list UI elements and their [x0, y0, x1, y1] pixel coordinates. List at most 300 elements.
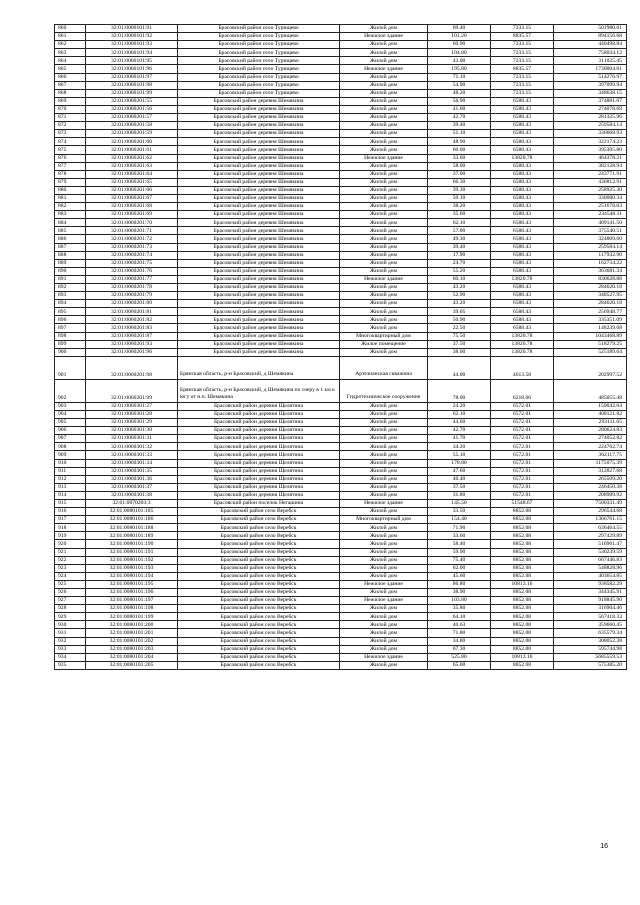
row-number-cell: 932 [55, 637, 86, 645]
address-cell: Брасовский район деревня Щелятина [178, 427, 340, 435]
row-number-cell: 926 [55, 589, 86, 597]
table-row [55, 451, 627, 459]
row-number-cell: 920 [55, 540, 86, 548]
cadastral-value-cell: 575385.20 [554, 661, 627, 669]
specific-value-cell: 6588.43 [491, 146, 554, 154]
table-row [55, 613, 627, 621]
object-type-cell: Жилой дом [340, 410, 428, 418]
address-cell: Брасовский район деревня Шемякина [178, 219, 340, 227]
cadastral-number-cell: 32:01:0060201:71 [86, 227, 178, 235]
cadastral-value-cell: 243771.91 [554, 170, 627, 178]
object-type-cell: Жилой дом [340, 532, 428, 540]
object-type-cell: Жилой дом [340, 41, 428, 49]
cadastral-value-cell: 162734.22 [554, 259, 627, 267]
area-cell: 22.50 [428, 324, 491, 332]
address-cell: Брасовский район деревня Шемякина [178, 235, 340, 243]
area-cell: 66.30 [428, 178, 491, 186]
table-row [55, 162, 627, 170]
object-type-cell: Жилой дом [340, 178, 428, 186]
specific-value-cell: 10813.16 [491, 580, 554, 588]
area-cell: 39.05 [428, 308, 491, 316]
cadastral-number-cell: 32:01:0060101:98 [86, 81, 178, 89]
address-cell: Брасовский район село Турищево [178, 25, 340, 33]
object-type-cell: Жилой дом [340, 267, 428, 275]
address-cell: Брасовский район село Веребск [178, 661, 340, 669]
address-cell: Брасовский район село Турищево [178, 57, 340, 65]
specific-value-cell: 13820.78 [491, 154, 554, 162]
cadastral-value-cell: 359660.45 [554, 621, 627, 629]
address-cell: Брасовский район село Турищево [178, 89, 340, 97]
specific-value-cell: 4613.58 [491, 356, 554, 379]
cadastral-number-cell: 32:01:0060201:64 [86, 170, 178, 178]
table-row [55, 379, 627, 402]
cadastral-value-cell: 202997.52 [554, 356, 627, 379]
table-row [55, 532, 627, 540]
row-number-cell: 934 [55, 653, 86, 661]
cadastral-value-cell: 311025.45 [554, 57, 627, 65]
cadastral-number-cell: 32:01:0060201:72 [86, 235, 178, 243]
cadastral-number-cell: 32:01:0060201:93 [86, 340, 178, 348]
object-type-cell: Жилой дом [340, 97, 428, 105]
address-cell: Брасовский район деревня Шемякина [178, 324, 340, 332]
specific-value-cell: 6588.43 [491, 97, 554, 105]
cadastral-value-cell: 514276.97 [554, 73, 627, 81]
area-cell: 33.60 [428, 532, 491, 540]
address-cell: Брасовский район деревня Шемякина [178, 348, 340, 356]
row-number-cell: 884 [55, 219, 86, 227]
specific-value-cell: 8852.08 [491, 524, 554, 532]
address-cell: Брасовский район деревня Шемякина [178, 186, 340, 194]
table-row [55, 427, 627, 435]
object-type-cell: Жилой дом [340, 483, 428, 491]
table-body [55, 25, 627, 670]
cadastral-number-cell: 32:01:0060301:33 [86, 451, 178, 459]
table-row [55, 356, 627, 379]
object-type-cell: Жилой дом [340, 324, 428, 332]
area-cell: 35.80 [428, 605, 491, 613]
cadastral-number-cell: 32:01:0080101:188 [86, 524, 178, 532]
row-number-cell: 900 [55, 348, 86, 356]
object-type-cell: Нежилое здание [340, 33, 428, 41]
cadastral-number-cell: 32:01:0060201:73 [86, 243, 178, 251]
address-cell: Брасовский район деревня Щелятина [178, 435, 340, 443]
object-type-cell: Жилой дом [340, 621, 428, 629]
specific-value-cell: 6572.01 [491, 419, 554, 427]
cadastral-value-cell: 5685559.53 [554, 653, 627, 661]
specific-value-cell: 6588.43 [491, 105, 554, 113]
specific-value-cell: 6588.43 [491, 300, 554, 308]
object-type-cell: Жилой дом [340, 73, 428, 81]
address-cell: Брасовский район деревня Щелятина [178, 483, 340, 491]
cadastral-value-cell: 324809.60 [554, 235, 627, 243]
address-cell: Брасовский район деревня Шемякина [178, 114, 340, 122]
object-type-cell: Жилой дом [340, 556, 428, 564]
cadastral-number-cell: 32:01:0060201:56 [86, 105, 178, 113]
specific-value-cell: 8852.08 [491, 540, 554, 548]
row-number-cell: 883 [55, 211, 86, 219]
area-cell: 58.00 [428, 162, 491, 170]
address-cell: Брасовский район деревня Щелятина [178, 402, 340, 410]
object-type-cell: Нежилое здание [340, 653, 428, 661]
address-cell: Брасовский район село Веребск [178, 613, 340, 621]
table-row [55, 540, 627, 548]
object-type-cell: Многоквартирный дом [340, 516, 428, 524]
specific-value-cell: 6588.43 [491, 122, 554, 130]
cadastral-number-cell: 32:01:0060201:68 [86, 203, 178, 211]
area-cell: 41.60 [428, 105, 491, 113]
address-cell: Брасовский район деревня Щелятина [178, 467, 340, 475]
row-number-cell: 897 [55, 324, 86, 332]
row-number-cell: 860 [55, 25, 86, 33]
cadastral-value-cell: 208989.92 [554, 491, 627, 499]
area-cell: 37.50 [428, 483, 491, 491]
address-cell: Брасовский район деревня Шемякина [178, 340, 340, 348]
cadastral-value-cell: 293111.65 [554, 419, 627, 427]
address-cell: Брасовский район село Веребск [178, 589, 340, 597]
table-row [55, 443, 627, 451]
row-number-cell: 908 [55, 443, 86, 451]
row-number-cell: 879 [55, 178, 86, 186]
object-type-cell: Жилой дом [340, 467, 428, 475]
address-cell: Брасовский район село Веребск [178, 508, 340, 516]
cadastral-value-cell: 525189.64 [554, 348, 627, 356]
cadastral-value-cell: 375540.51 [554, 227, 627, 235]
object-type-cell: Жилой дом [340, 459, 428, 467]
cadastral-number-cell: 32:01:0060201:76 [86, 267, 178, 275]
object-type-cell: Нежилое здание [340, 580, 428, 588]
cadastral-value-cell: 464378.21 [554, 154, 627, 162]
row-number-cell: 915 [55, 499, 86, 507]
table-row [55, 105, 627, 113]
cadastral-number-cell: 32:01:0080101:202 [86, 637, 178, 645]
specific-value-cell: 7233.15 [491, 81, 554, 89]
table-row [55, 348, 627, 356]
address-cell: Брасовский район село Турищево [178, 65, 340, 73]
cadastral-number-cell: 32:01:0060301:29 [86, 419, 178, 427]
table-row [55, 499, 627, 507]
specific-value-cell: 6588.43 [491, 186, 554, 194]
cadastral-number-cell: 32:01:0060201:67 [86, 194, 178, 202]
table-row [55, 243, 627, 251]
cadastral-value-cell: 148239.68 [554, 324, 627, 332]
address-cell: Брасовский район деревня Щелятина [178, 451, 340, 459]
address-cell: Брасовский район деревня Шемякина [178, 284, 340, 292]
cadastral-value-cell: 117932.90 [554, 251, 627, 259]
area-cell: 40.40 [428, 475, 491, 483]
cadastral-value-cell: 485055.48 [554, 379, 627, 402]
cadastral-value-cell: 246450.38 [554, 483, 627, 491]
cadastral-number-cell: 32:01:0060201:66 [86, 186, 178, 194]
table-row [55, 170, 627, 178]
area-cell: 71.80 [428, 629, 491, 637]
area-cell: 78.00 [428, 379, 491, 402]
row-number-cell: 913 [55, 483, 86, 491]
area-cell: 38.00 [428, 348, 491, 356]
table-row [55, 251, 627, 259]
specific-value-cell: 6572.01 [491, 451, 554, 459]
specific-value-cell: 8852.08 [491, 532, 554, 540]
row-number-cell: 872 [55, 122, 86, 130]
specific-value-cell: 13820.78 [491, 275, 554, 283]
area-cell: 34.80 [428, 637, 491, 645]
row-number-cell: 869 [55, 97, 86, 105]
specific-value-cell: 6588.43 [491, 267, 554, 275]
object-type-cell: Жилой дом [340, 348, 428, 356]
area-cell: 35.60 [428, 211, 491, 219]
row-number-cell: 866 [55, 73, 86, 81]
cadastral-number-cell: 32:01:0060201:63 [86, 162, 178, 170]
specific-value-cell: 8852.08 [491, 597, 554, 605]
specific-value-cell: 6572.01 [491, 435, 554, 443]
object-type-cell: Жилой дом [340, 57, 428, 65]
cadastral-number-cell: 32:01:0080101:204 [86, 653, 178, 661]
row-number-cell: 873 [55, 130, 86, 138]
object-type-cell: Жилой дом [340, 419, 428, 427]
object-type-cell: Жилой дом [340, 491, 428, 499]
area-cell: 71.10 [428, 73, 491, 81]
cadastral-number-cell: 32:01:0060301:34 [86, 459, 178, 467]
area-cell: 42.70 [428, 114, 491, 122]
cadastral-value-cell: 316904.46 [554, 605, 627, 613]
area-cell: 60.90 [428, 41, 491, 49]
cadastral-number-cell: 32:01:0070203:3 [86, 499, 178, 507]
cadastral-value-cell: 518279.25 [554, 340, 627, 348]
area-cell: 38.90 [428, 589, 491, 597]
cadastral-value-cell: 395305.80 [554, 146, 627, 154]
address-cell: Брасовский район село Веребск [178, 605, 340, 613]
table-row [55, 49, 627, 57]
table-row [55, 548, 627, 556]
object-type-cell: Жилой дом [340, 162, 428, 170]
row-number-cell: 917 [55, 516, 86, 524]
address-cell: Брасовский район село Турищево [178, 33, 340, 41]
cadastral-value-cell: 918845.90 [554, 597, 627, 605]
row-number-cell: 861 [55, 33, 86, 41]
area-cell: 75.40 [428, 556, 491, 564]
specific-value-cell: 8852.08 [491, 637, 554, 645]
cadastral-number-cell: 32:01:0080101:186 [86, 516, 178, 524]
object-type-cell: Жилой дом [340, 572, 428, 580]
specific-value-cell: 6588.43 [491, 219, 554, 227]
cadastral-number-cell: 32:01:0080101:193 [86, 564, 178, 572]
row-number-cell: 878 [55, 170, 86, 178]
object-type-cell: Жилой дом [340, 122, 428, 130]
cadastral-number-cell: 32:01:0060201:77 [86, 275, 178, 283]
specific-value-cell: 8852.08 [491, 548, 554, 556]
address-cell: Брасовский район деревня Щелятина [178, 491, 340, 499]
specific-value-cell: 6588.43 [491, 251, 554, 259]
cadastral-value-cell: 274052.82 [554, 435, 627, 443]
cadastral-value-cell: 382128.94 [554, 162, 627, 170]
object-type-cell: Жилой дом [340, 235, 428, 243]
area-cell: 75.50 [428, 332, 491, 340]
area-cell: 71.90 [428, 524, 491, 532]
address-cell: Брасовский район село Веребск [178, 597, 340, 605]
specific-value-cell: 8852.08 [491, 516, 554, 524]
address-cell: Брасовский район село Веребск [178, 653, 340, 661]
address-cell: Брасовский район село Веребск [178, 637, 340, 645]
address-cell: Брасовский район деревня Шемякина [178, 292, 340, 300]
table-row [55, 114, 627, 122]
row-number-cell: 886 [55, 235, 86, 243]
cadastral-number-cell: 32:01:0060101:96 [86, 65, 178, 73]
specific-value-cell: 6588.43 [491, 170, 554, 178]
address-cell: Брасовский район село Веребск [178, 621, 340, 629]
specific-value-cell: 13820.78 [491, 348, 554, 356]
row-number-cell: 903 [55, 402, 86, 410]
cadastral-number-cell: 32:01:0060201:82 [86, 316, 178, 324]
address-cell: Брасовский район деревня Шемякина [178, 105, 340, 113]
cadastral-number-cell: 32:01:0060201:55 [86, 97, 178, 105]
specific-value-cell: 6588.43 [491, 284, 554, 292]
table-row [55, 259, 627, 267]
cadastral-number-cell: 32:01:0060301:38 [86, 491, 178, 499]
area-cell: 51.10 [428, 130, 491, 138]
specific-value-cell: 6572.01 [491, 402, 554, 410]
specific-value-cell: 6572.01 [491, 459, 554, 467]
object-type-cell: Жилой дом [340, 219, 428, 227]
object-type-cell: Гидротехническое сооружение [340, 379, 428, 402]
cadastral-number-cell: 32:01:0060201:80 [86, 300, 178, 308]
cadastral-value-cell: 280624.83 [554, 427, 627, 435]
table-row [55, 186, 627, 194]
object-type-cell: Жилой дом [340, 243, 428, 251]
area-cell: 525.80 [428, 653, 491, 661]
area-cell: 38.20 [428, 203, 491, 211]
row-number-cell: 899 [55, 340, 86, 348]
row-number-cell: 935 [55, 661, 86, 669]
object-type-cell: Жилой дом [340, 637, 428, 645]
area-cell: 55.20 [428, 267, 491, 275]
area-cell: 104.80 [428, 49, 491, 57]
table-row [55, 605, 627, 613]
object-type-cell: Жилой дом [340, 105, 428, 113]
address-cell: Брасовский район деревня Шемякина [178, 194, 340, 202]
specific-value-cell: 8852.08 [491, 645, 554, 653]
cadastral-number-cell: 32:01:0060201:78 [86, 284, 178, 292]
cadastral-number-cell: 32:01:0060201:79 [86, 292, 178, 300]
area-cell: 62.00 [428, 564, 491, 572]
area-cell: 62.10 [428, 410, 491, 418]
object-type-cell: Жилой дом [340, 402, 428, 410]
row-number-cell: 921 [55, 548, 86, 556]
row-number-cell: 924 [55, 572, 86, 580]
specific-value-cell: 6588.43 [491, 227, 554, 235]
area-cell: 64.10 [428, 613, 491, 621]
table-row [55, 284, 627, 292]
row-number-cell: 865 [55, 65, 86, 73]
cadastral-number-cell: 32:01:0080101:203 [86, 645, 178, 653]
object-type-cell: Жилой дом [340, 81, 428, 89]
table-row [55, 219, 627, 227]
object-type-cell: Жилой дом [340, 589, 428, 597]
area-cell: 17.90 [428, 251, 491, 259]
object-type-cell: Жилой дом [340, 259, 428, 267]
specific-value-cell: 7233.15 [491, 57, 554, 65]
row-number-cell: 909 [55, 451, 86, 459]
cadastral-value-cell: 312827.68 [554, 467, 627, 475]
area-cell: 55.10 [428, 451, 491, 459]
cadastral-value-cell: 322174.23 [554, 138, 627, 146]
row-number-cell: 889 [55, 259, 86, 267]
cadastral-number-cell: 32:01:0080101:195 [86, 580, 178, 588]
table-row [55, 292, 627, 300]
row-number-cell: 868 [55, 89, 86, 97]
table-row [55, 340, 627, 348]
specific-value-cell: 8852.08 [491, 572, 554, 580]
table-row [55, 556, 627, 564]
address-cell: Брасовский район деревня Щелятина [178, 443, 340, 451]
cadastral-number-cell: 32:01:0080101:201 [86, 629, 178, 637]
object-type-cell: Жилой дом [340, 548, 428, 556]
table-row [55, 491, 627, 499]
cadastral-value-cell: 258925.30 [554, 186, 627, 194]
table-row [55, 25, 627, 33]
area-cell: 52.90 [428, 292, 491, 300]
specific-value-cell: 6572.01 [491, 483, 554, 491]
cadastral-value-cell: 409141.50 [554, 219, 627, 227]
cadastral-number-cell: 32:01:0060201:62 [86, 154, 178, 162]
specific-value-cell: 51548.67 [491, 499, 554, 507]
address-cell: Брасовский район село Веребск [178, 580, 340, 588]
row-number-cell: 871 [55, 114, 86, 122]
cadastral-value-cell: 256948.77 [554, 308, 627, 316]
cadastral-value-cell: 363681.34 [554, 267, 627, 275]
cadastral-number-cell: 32:01:0080101:205 [86, 661, 178, 669]
area-cell: 67.30 [428, 645, 491, 653]
object-type-cell: Нежилое здание [340, 597, 428, 605]
row-number-cell: 930 [55, 621, 86, 629]
object-type-cell: Жилой дом [340, 613, 428, 621]
specific-value-cell: 6572.01 [491, 491, 554, 499]
page-number: 16 [600, 843, 608, 850]
row-number-cell: 918 [55, 524, 86, 532]
cadastral-number-cell: 32:01:0060201:96 [86, 348, 178, 356]
object-type-cell: Жилой дом [340, 316, 428, 324]
address-cell: Брасовский район село Веребск [178, 540, 340, 548]
row-number-cell: 898 [55, 332, 86, 340]
row-number-cell: 876 [55, 154, 86, 162]
object-type-cell: Жилой дом [340, 629, 428, 637]
specific-value-cell: 6588.43 [491, 235, 554, 243]
cadastral-number-cell: 32:01:0080101:194 [86, 572, 178, 580]
area-cell: 56.90 [428, 97, 491, 105]
table-row [55, 564, 627, 572]
object-type-cell: Жилой дом [340, 564, 428, 572]
area-cell: 60.10 [428, 275, 491, 283]
area-cell: 33.60 [428, 154, 491, 162]
row-number-cell: 875 [55, 146, 86, 154]
object-type-cell: Жилой дом [340, 300, 428, 308]
address-cell: Брасовский район село Веребск [178, 572, 340, 580]
row-number-cell: 933 [55, 645, 86, 653]
cadastral-number-cell: 32:01:0060201:75 [86, 259, 178, 267]
specific-value-cell: 6588.43 [491, 211, 554, 219]
row-number-cell: 922 [55, 556, 86, 564]
cadastral-number-cell: 32:01:0060201:61 [86, 146, 178, 154]
cadastral-value-cell: 758034.12 [554, 49, 627, 57]
address-cell: Брасовский район деревня Щелятина [178, 410, 340, 418]
table-row [55, 653, 627, 661]
cadastral-value-cell: 516961.47 [554, 540, 627, 548]
cadastral-number-cell: 32:01:0060101:95 [86, 57, 178, 65]
cadastral-value-cell: 1730004.61 [554, 65, 627, 73]
row-number-cell: 880 [55, 186, 86, 194]
address-cell: Брасовский район село Турищево [178, 49, 340, 57]
address-cell: Брасовский район село Веребск [178, 629, 340, 637]
area-cell: 86.80 [428, 580, 491, 588]
cadastral-number-cell: 32:01:0080101:197 [86, 597, 178, 605]
